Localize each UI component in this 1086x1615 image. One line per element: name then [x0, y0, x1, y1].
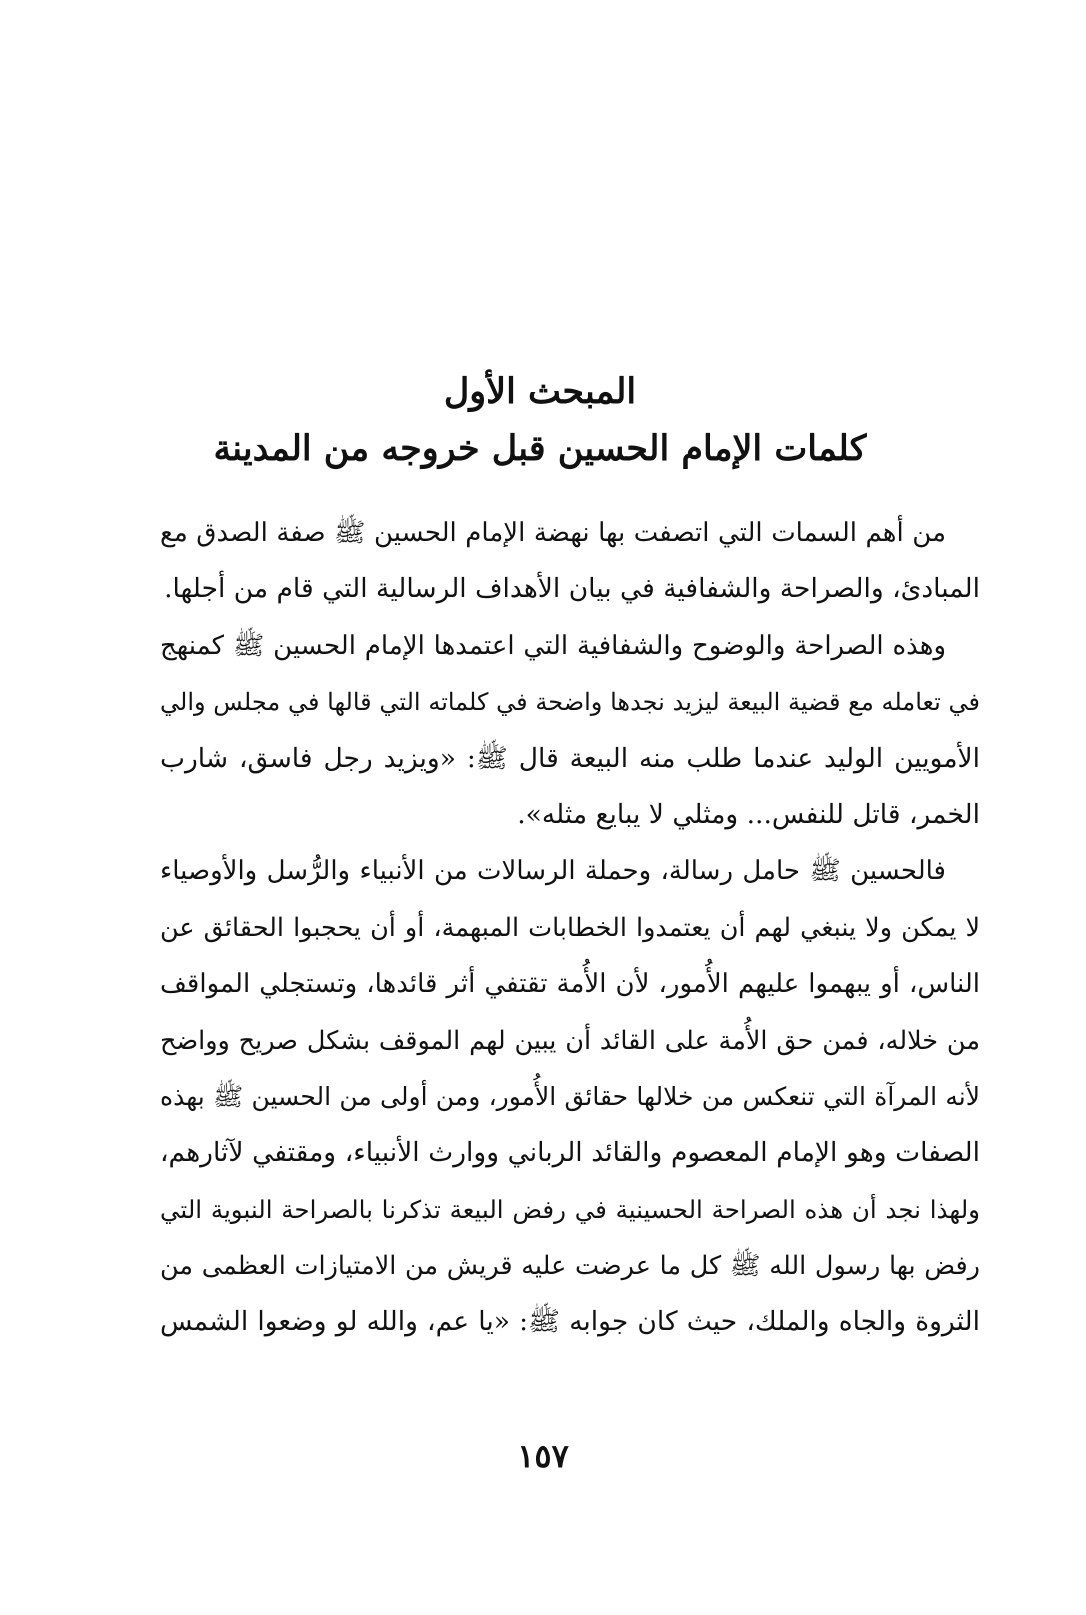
text-line: الثروة والجاه والملك، حيث كان جوابه ﷺ: «يا عم، والله لو وضعوا الشمس [160, 1306, 980, 1338]
text-line: الناس، أو يبهموا عليهم الأُمور، لأن الأُمة تقتفي أثر قائدها، وتستجلي المواقف [160, 969, 980, 1000]
text-line: الخمر، قاتل للنفس... ومثلي لا يبايع مثله». [517, 798, 980, 830]
text-line: لأنه المرآة التي تنعكس من خلالها حقائق الأُمور، ومن أولى من الحسين ﷺ بهذه [160, 1081, 980, 1111]
text-line: الأمويين الوليد عندما طلب منه البيعة قال ﷺ: «ويزيد رجل فاسق، شارب [160, 742, 980, 774]
text-line: المبادئ، والصراحة والشفافية في بيان الأهداف الرسالية التي قام من أجلها. [164, 573, 980, 605]
text-line: في تعامله مع قضية البيعة ليزيد نجدها واضحة في كلماته التي قالها في مجلس والي [160, 688, 980, 717]
text-line: رفض بها رسول الله ﷺ كل ما عرضت عليه قريش من الامتيازات العظمى من [160, 1251, 980, 1282]
page-number: ١٥٧ [517, 1437, 569, 1475]
text-line: ولهذا نجد أن هذه الصراحة الحسينية في رفض البيعة تذكرنا بالصراحة النبوية التي [160, 1194, 980, 1224]
text-line: فالحسين ﷺ حامل رسالة، وحملة الرسالات من الأنبياء والرُّسل والأوصياء [160, 856, 946, 887]
text-line: من أهم السمات التي اتصفت بها نهضة الإمام الحسين ﷺ صفة الصدق مع [160, 518, 946, 548]
section-heading: المبحث الأول [443, 371, 637, 412]
body-text [160, 505, 980, 1351]
text-line: وهذه الصراحة والوضوح والشفافية التي اعتمدها الإمام الحسين ﷺ كمنهج [160, 630, 946, 661]
text-line: الصفات وهو الإمام المعصوم والقائد الرباني ووارث الأنبياء، ومقتفي لآثارهم، [160, 1137, 980, 1169]
section-title: كلمات الإمام الحسين قبل خروجه من المدينة [213, 428, 867, 469]
text-line: من خلاله، فمن حق الأُمة على القائد أن يبين لهم الموقف بشكل صريح وواضح [160, 1025, 980, 1056]
text-line: لا يمكن ولا ينبغي لهم أن يعتمدوا الخطابات المبهمة، أو أن يحجبوا الحقائق عن [160, 912, 980, 943]
